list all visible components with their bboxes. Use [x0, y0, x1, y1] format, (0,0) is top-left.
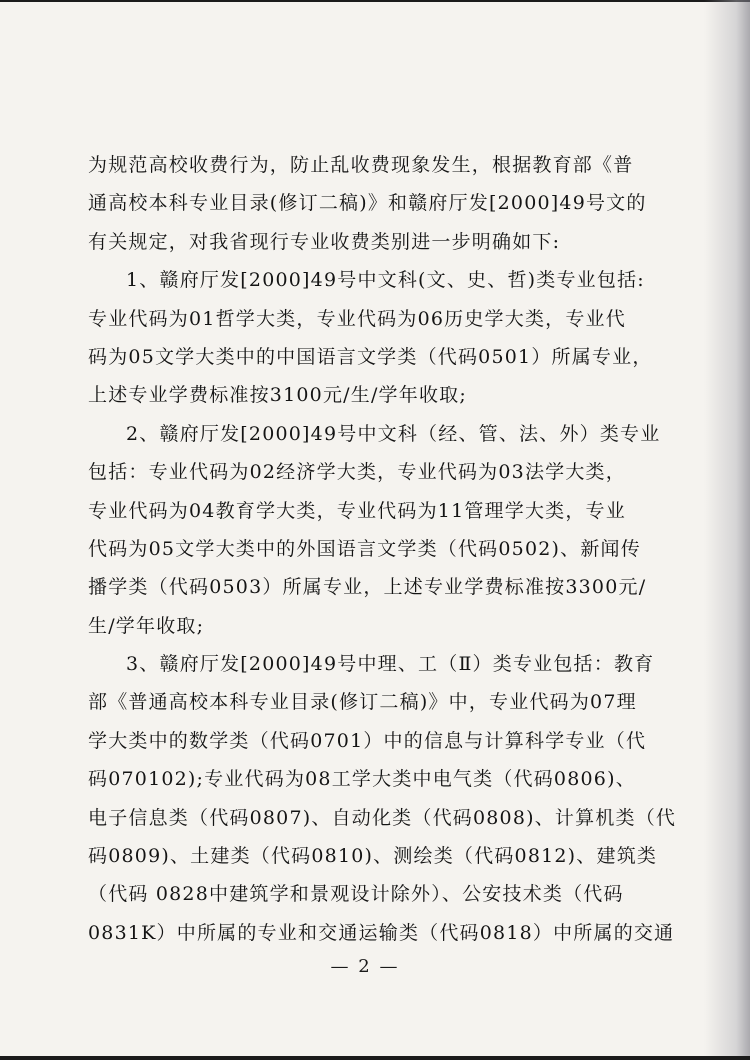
body-line: 0831K）中所属的专业和交通运输类（代码0818）中所属的交通	[88, 921, 675, 944]
body-line: 代码为05文学大类中的外国语言文学类（代码0502)、新闻传	[88, 537, 641, 560]
body-line: 码为05文学大类中的中国语言文学类（代码0501）所属专业，	[88, 345, 653, 368]
body-line: 电子信息类（代码0807)、自动化类（代码0808)、计算机类（代	[88, 806, 677, 829]
document-body	[88, 146, 677, 952]
page-number: — 2 —	[330, 956, 400, 977]
body-line: 生/学年收取;	[88, 614, 205, 637]
body-line: 码0809)、土建类（代码0810)、测绘类（代码0812)、建筑类	[88, 845, 658, 868]
body-line: （代码 0828中建筑学和景观设计除外）、公安技术类（代码	[88, 883, 624, 906]
body-line: 包括：专业代码为02经济学大类，专业代码为03法学大类，	[88, 461, 626, 484]
body-line: 专业代码为01哲学大类，专业代码为06历史学大类，专业代	[88, 307, 626, 330]
scan-bottom-edge	[0, 1056, 750, 1060]
section-1-heading-line: 1、赣府厅发[2000]49号中文科(文、史、哲)类专业包括:	[126, 269, 645, 292]
body-line: 通高校本科专业目录(修订二稿)》和赣府厅发[2000]49号文的	[88, 192, 647, 215]
body-line: 部《普通高校本科专业目录(修订二稿)》中，专业代码为07理	[88, 691, 637, 714]
body-line: 为规范高校收费行为，防止乱收费现象发生，根据教育部《普	[88, 154, 634, 176]
body-line: 上述专业学费标准按3100元/生/学年收取;	[88, 384, 467, 407]
body-line: 码070102);专业代码为08工学大类中电气类（代码0806)、	[88, 768, 636, 791]
body-line: 有关规定，对我省现行专业收费类别进一步明确如下:	[88, 230, 561, 253]
section-2-heading-line: 2、赣府厅发[2000]49号中文科（经、管、法、外）类专业	[126, 422, 661, 445]
page-fold-shadow	[704, 0, 750, 1060]
body-line: 播学类（代码0503）所属专业，上述专业学费标准按3300元/	[88, 576, 647, 599]
section-3-heading-line: 3、赣府厅发[2000]49号中理、工（Ⅱ）类专业包括：教育	[126, 653, 655, 676]
body-line: 专业代码为04教育学大类，专业代码为11管理学大类，专业	[88, 499, 626, 522]
scan-top-edge	[0, 0, 750, 2]
body-line: 学大类中的数学类（代码0701）中的信息与计算科学专业（代	[88, 729, 647, 752]
